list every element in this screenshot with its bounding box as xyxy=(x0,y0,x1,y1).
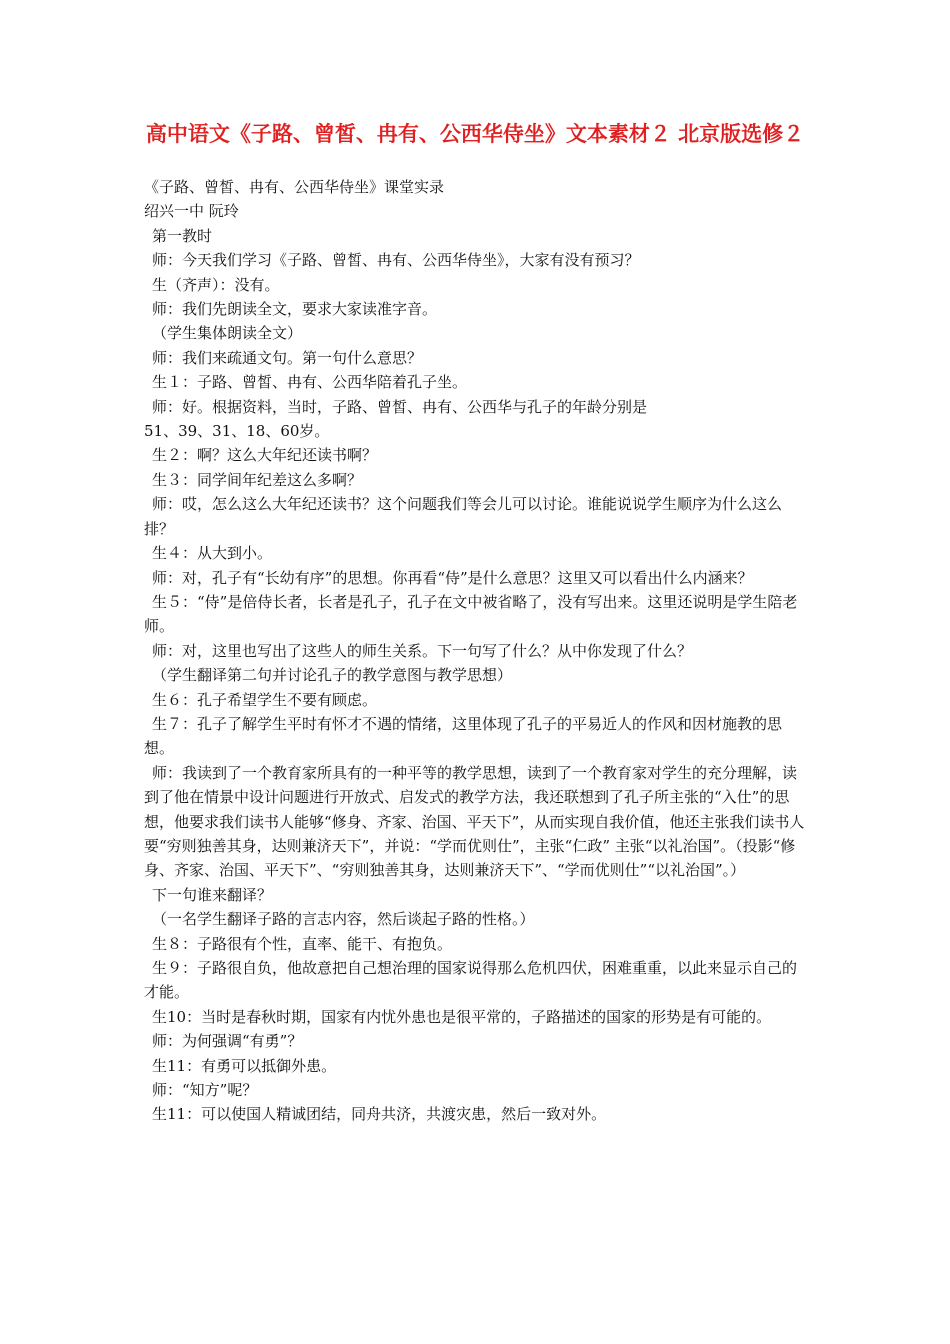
dialogue-line: 生10：当时是春秋时期，国家有内忧外患也是很平常的，子路描述的国家的形势是有可能的。 xyxy=(152,1007,772,1026)
dialogue-line: 师：我读到了一个教育家所具有的一种平等的教学思想，读到了一个教育家对学生的充分理解，读到了他在情景中设计问题进行开放式、启发式的教学方法，我还联想到了孔子所主张的“入仕”的思想，他要求我们读书人能够“修身、齐家、治国、平天下”，从而实现自我价值，他还主张我们读书人要“穷则独善其身，达则兼济天下”，并说：“学而优则仕”，主张“仁政” 主张“以礼治国”。（投影“修身、齐家、治国、平天下”、“穷则独善其身，达则兼济天下”、“学而优则仕”“以礼治国”。） xyxy=(144,763,805,880)
dialogue-line: 生７：孔子了解学生平时有怀才不遇的情绪，这里体现了孔子的平易近人的作风和因材施教的思想。 xyxy=(144,714,783,758)
document-title: 高中语文《子路、曾皙、冉有、公西华侍坐》文本素材２ 北京版选修２ xyxy=(145,122,805,146)
dialogue-line: 生４：从大到小。 xyxy=(152,544,273,563)
dialogue-line: 生１：子路、曾皙、冉有、公西华陪着孔子坐。 xyxy=(152,373,468,392)
dialogue-line: 师：“知方”呢？ xyxy=(152,1081,258,1100)
subtitle-line: 《子路、曾皙、冉有、公西华侍坐》课堂实录 xyxy=(144,178,445,196)
dialogue-line: 生３：同学间年纪差这么多啊？ xyxy=(152,470,363,489)
dialogue-line: 生８：子路很有个性，直率、能干、有抱负。 xyxy=(152,934,453,953)
dialogue-line: 生11：有勇可以抵御外患。 xyxy=(152,1056,337,1075)
dialogue-line: 师：对，这里也写出了这些人的师生关系。下一句写了什么？从中你发现了什么？ xyxy=(152,641,693,660)
stage-direction: （一名学生翻译子路的言志内容，然后谈起子路的性格。） xyxy=(152,910,535,929)
dialogue-line: 生（齐声）：没有。 xyxy=(152,275,280,294)
section-heading: 第一教时 xyxy=(152,226,213,245)
dialogue-line-continued: 51、39、31、18、60岁。 xyxy=(144,422,330,441)
author-line: 绍兴一中 阮玲 xyxy=(144,202,239,221)
dialogue-line: 生９：子路很自负，他故意把自己想治理的国家说得那么危机四伏，困难重重，以此来显示自己的才能。 xyxy=(144,959,798,1002)
dialogue-line: 生５：“侍”是倍侍长者，长者是孔子，孔子在文中被省略了，没有写出来。这里还说明是学生陪老师。 xyxy=(144,592,798,636)
dialogue-line: 师：今天我们学习《子路、曾皙、冉有、公西华侍坐》，大家有没有预习？ xyxy=(152,251,640,270)
dialogue-line: 生６：孔子希望学生不要有顾虑。 xyxy=(152,690,378,709)
dialogue-line: 师：我们来疏通文句。第一句什么意思？ xyxy=(152,348,423,367)
dialogue-line: 生２：啊？这么大年纪还读书啊？ xyxy=(152,446,378,465)
dialogue-line: 师：哎，怎么这么大年纪还读书？这个问题我们等会儿可以讨论。谁能说说学生顺序为什么这么排？ xyxy=(144,495,783,538)
stage-direction: （学生翻译第二句并讨论孔子的教学意图与教学思想） xyxy=(152,666,513,685)
dialogue-line: 生11：可以使国人精诚团结，同舟共济，共渡灾患，然后一致对外。 xyxy=(152,1105,607,1124)
dialogue-line: 师：好。根据资料，当时，子路、曾皙、冉有、公西华与孔子的年龄分别是 xyxy=(152,397,648,416)
dialogue-line: 师：我们先朗读全文，要求大家读准字音。 xyxy=(152,300,438,319)
stage-direction: （学生集体朗读全文） xyxy=(152,324,303,343)
dialogue-line: 师：为何强调“有勇”？ xyxy=(152,1032,303,1051)
dialogue-line: 师：对，孔子有“长幼有序”的思想。你再看“侍”是什么意思？这里又可以看出什么内涵来？ xyxy=(152,568,753,587)
dialogue-line: 下一句谁来翻译？ xyxy=(152,885,273,904)
document-body xyxy=(144,175,810,1127)
